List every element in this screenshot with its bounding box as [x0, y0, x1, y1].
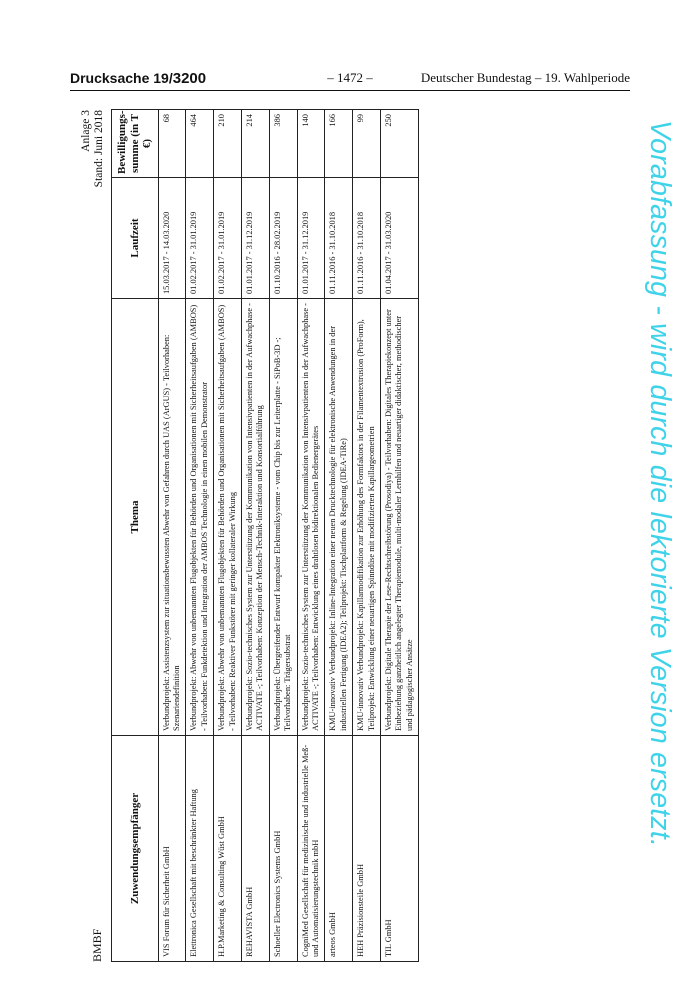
topic-cell: Verbundprojekt: Sozio-technisches System zur Unterstützung der Kommunikation von Intensivpatienten in der Aufwachphase - ACTIVATE -; Teilvorhaben: Entwicklung eines drahtlosen bidirektionalen Bedienergerätes — [297, 299, 325, 736]
topic-cell: Verbundprojekt: Abwehr von unbemannten Flugobjekten für Behörden und Organisationen mit Sicherheitsaufgaben (AMBOS) - Teilvorhaben: Reaktiver Funkstörer mit geringer kollateraler Wirkung — [214, 299, 242, 736]
recipient-cell: Elettronica Gesellschaft mit beschränkter Haftung — [186, 736, 214, 962]
table-row — [297, 110, 325, 962]
draft-watermark: Vorabfassung - wird durch die lektorierte Version ersetzt. — [644, 120, 676, 848]
topic-cell: Verbundprojekt: Assistenzsystem zur situationsbewussten Abwehr von Gefahren durch UAS (ArGUS) - Teilvorhaben: Szenariendefinition — [158, 299, 186, 736]
recipient-cell: REHAVISTA GmbH — [241, 736, 269, 962]
rotated-sheet — [74, 110, 634, 980]
amount-cell: 140 — [297, 110, 325, 178]
topic-cell: Verbundprojekt: Digitale Therapie der Lese-Rechtschreibstörung (Prosodiya) - Teilvorhaben: Digitales Therapiekonzept unter Einbeziehung ganzheitlich angelegter Therapiemodule, multi-modaler Lernhilfen und neuartiger didaktischer, methodischer und pädagogischer Ansätze — [381, 299, 419, 736]
period-cell: 15.03.2017 - 14.03.2020 — [158, 178, 186, 299]
table-row — [269, 110, 297, 962]
page-number: – 1472 – — [327, 70, 373, 85]
period-cell: 01.02.2017 - 31.01.2019 — [186, 178, 214, 299]
period-cell: 01.01.2017 - 31.12.2019 — [241, 178, 269, 299]
recipient-cell: arteos GmbH — [325, 736, 353, 962]
recipient-cell: VIS Forum für Sicherheit GmbH — [158, 736, 186, 962]
topic-cell: KMU-innovativ Verbundprojekt: Kapillarmodifikation zur Erhöhung des Formfaktors in der Filamentextrusion (ProForm), Teilprojekt: Entwicklung einer neuartigen Spinndüse mit modifizierten Kapillargeometrien — [353, 299, 381, 736]
recipient-cell: TIL GmbH — [381, 736, 419, 962]
page-header — [70, 70, 630, 88]
table-row — [241, 110, 269, 962]
topic-cell: KMU-innovativ Verbundprojekt: Inline-Integration einer neuen Drucktechnologie für elektronische Anwendungen in der industriellen Fertigung (IDEA2); Teilprojekt: Tischplattform & Regelung (IDEA-TiRe) — [325, 299, 353, 736]
amount-cell: 166 — [325, 110, 353, 178]
recipient-cell: CogniMed Gesellschaft für medizinische und industrielle Meß- und Automatisierungstechnik mbH — [297, 736, 325, 962]
header-rule — [70, 90, 630, 91]
amount-cell: 210 — [214, 110, 242, 178]
amount-cell: 68 — [158, 110, 186, 178]
period-cell: 01.10.2016 - 28.02.2019 — [269, 178, 297, 299]
table-row — [381, 110, 419, 962]
recipient-cell: Schoeller Electronics Systems GmbH — [269, 736, 297, 962]
topic-cell: Verbundprojekt: Übergreifender Entwurf kompakter Elektroniksysteme - vom Chip bis zur Leiterplatte - SiPoB-3D -; Teilvorhaben: Trägersubstrat — [269, 299, 297, 736]
recipient-cell: HEH Präzisionsteile GmbH — [353, 736, 381, 962]
amount-cell: 99 — [353, 110, 381, 178]
funding-table — [111, 109, 419, 962]
column-header-topic: Thema — [112, 299, 159, 736]
document-number-value: 3200 — [172, 70, 207, 87]
table-row — [325, 110, 353, 962]
column-header-recipient: Zuwendungsempfänger — [112, 736, 159, 962]
recipient-cell: H.P.Marketing & Consulting Wüst GmbH — [214, 736, 242, 962]
amount-cell: 464 — [186, 110, 214, 178]
column-header-period: Laufzeit — [112, 178, 159, 299]
ministry-label: BMBF — [90, 928, 104, 962]
period-cell: 01.04.2017 - 31.03.2020 — [381, 178, 419, 299]
document-label: Drucksache 19/ — [70, 70, 173, 86]
table-row — [214, 110, 242, 962]
period-cell: 01.11.2016 - 31.10.2018 — [353, 178, 381, 299]
status-date: Stand: Juni 2018 — [93, 110, 105, 188]
annex-label: Anlage 3 — [80, 110, 92, 152]
period-cell: 01.11.2016 - 31.10.2018 — [325, 178, 353, 299]
amount-cell: 214 — [241, 110, 269, 178]
table-row — [158, 110, 186, 962]
table-row — [186, 110, 214, 962]
table-row — [353, 110, 381, 962]
topic-cell: Verbundprojekt: Abwehr von unbemannten Flugobjekten für Behörden und Organisationen mit Sicherheitsaufgaben (AMBOS) - Teilvorhaben: Funkdetektion und Integration der AMBOS Technologie in einen mobilen Demonstrator — [186, 299, 214, 736]
period-cell: 01.01.2017 - 31.12.2019 — [297, 178, 325, 299]
column-header-amount: Bewilligungs-summe (in T €) — [112, 110, 159, 178]
amount-cell: 250 — [381, 110, 419, 178]
period-cell: 01.02.2017 - 31.01.2019 — [214, 178, 242, 299]
topic-cell: Verbundprojekt: Sozio-technisches System zur Unterstützung der Kommunikation von Intensivpatienten in der Aufwachphase - ACTIVATE -; Teilvorhaben: Konzeption der Mensch-Technik-Interaktion und Konsortialführung — [241, 299, 269, 736]
publisher: Deutscher Bundestag – 19. Wahlperiode — [420, 70, 630, 85]
table-header-row — [112, 110, 159, 962]
amount-cell: 386 — [269, 110, 297, 178]
